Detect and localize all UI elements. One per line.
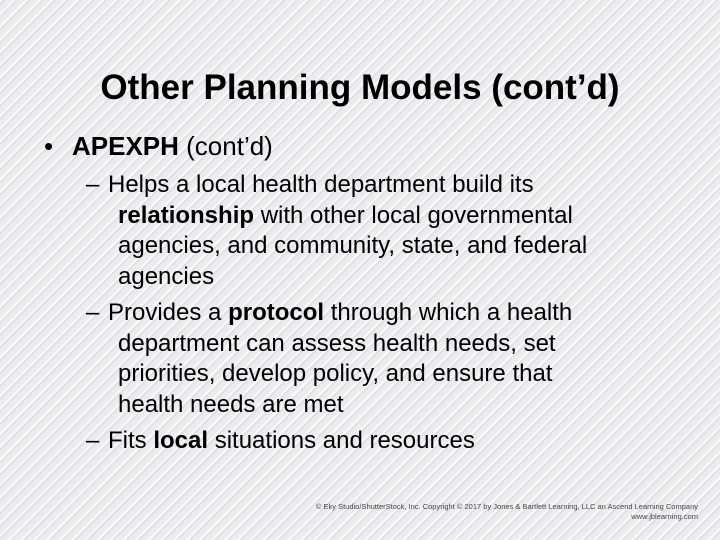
sub-item-line: Helps a local health department build its	[108, 171, 534, 198]
sub-item-relationship	[86, 170, 676, 292]
sub-item-line	[86, 201, 676, 232]
sub-item-local	[86, 426, 676, 457]
sub-item-text: Fits	[108, 427, 154, 454]
bullet-text: (cont’d)	[178, 131, 273, 161]
sub-item-line	[86, 298, 676, 329]
sub-item-line	[86, 426, 676, 457]
bullet-bold-text: APEXPH	[72, 131, 179, 161]
sub-item-line: priorities, develop policy, and ensure that	[118, 360, 553, 387]
bullet-marker: •	[44, 131, 54, 161]
sub-item-line: department can assess health needs, set	[118, 329, 556, 357]
sub-item-dash: –	[86, 171, 100, 198]
sub-item-text: Provides a	[108, 299, 229, 326]
sub-item-line: agencies	[118, 262, 215, 290]
copyright-footer	[178, 502, 698, 522]
sub-item-dash: –	[86, 299, 100, 326]
keyword-local: local	[153, 427, 209, 454]
sub-item-line: health needs are met	[118, 390, 344, 418]
copyright-text: © Eky Studio/ShutterStock, Inc. Copyright © 2017 by Jones & Bartlett Learning, LLC an Ascend Learning Company	[315, 502, 698, 511]
sub-item-text: through which a health	[324, 299, 573, 326]
sub-item-line: agencies, and community, state, and federal	[118, 232, 588, 259]
keyword-relationship: relationship	[118, 201, 255, 229]
keyword-protocol: protocol	[228, 299, 325, 326]
bullet-item	[44, 130, 664, 162]
publisher-url: www.jblearning.com	[631, 512, 698, 521]
sub-item-protocol	[86, 298, 676, 420]
sub-item-dash: –	[86, 427, 100, 454]
slide-title: Other Planning Models (cont’d)	[100, 68, 620, 107]
sub-item-text: with other local governmental	[254, 201, 573, 229]
sub-item-text: situations and resources	[208, 427, 475, 454]
